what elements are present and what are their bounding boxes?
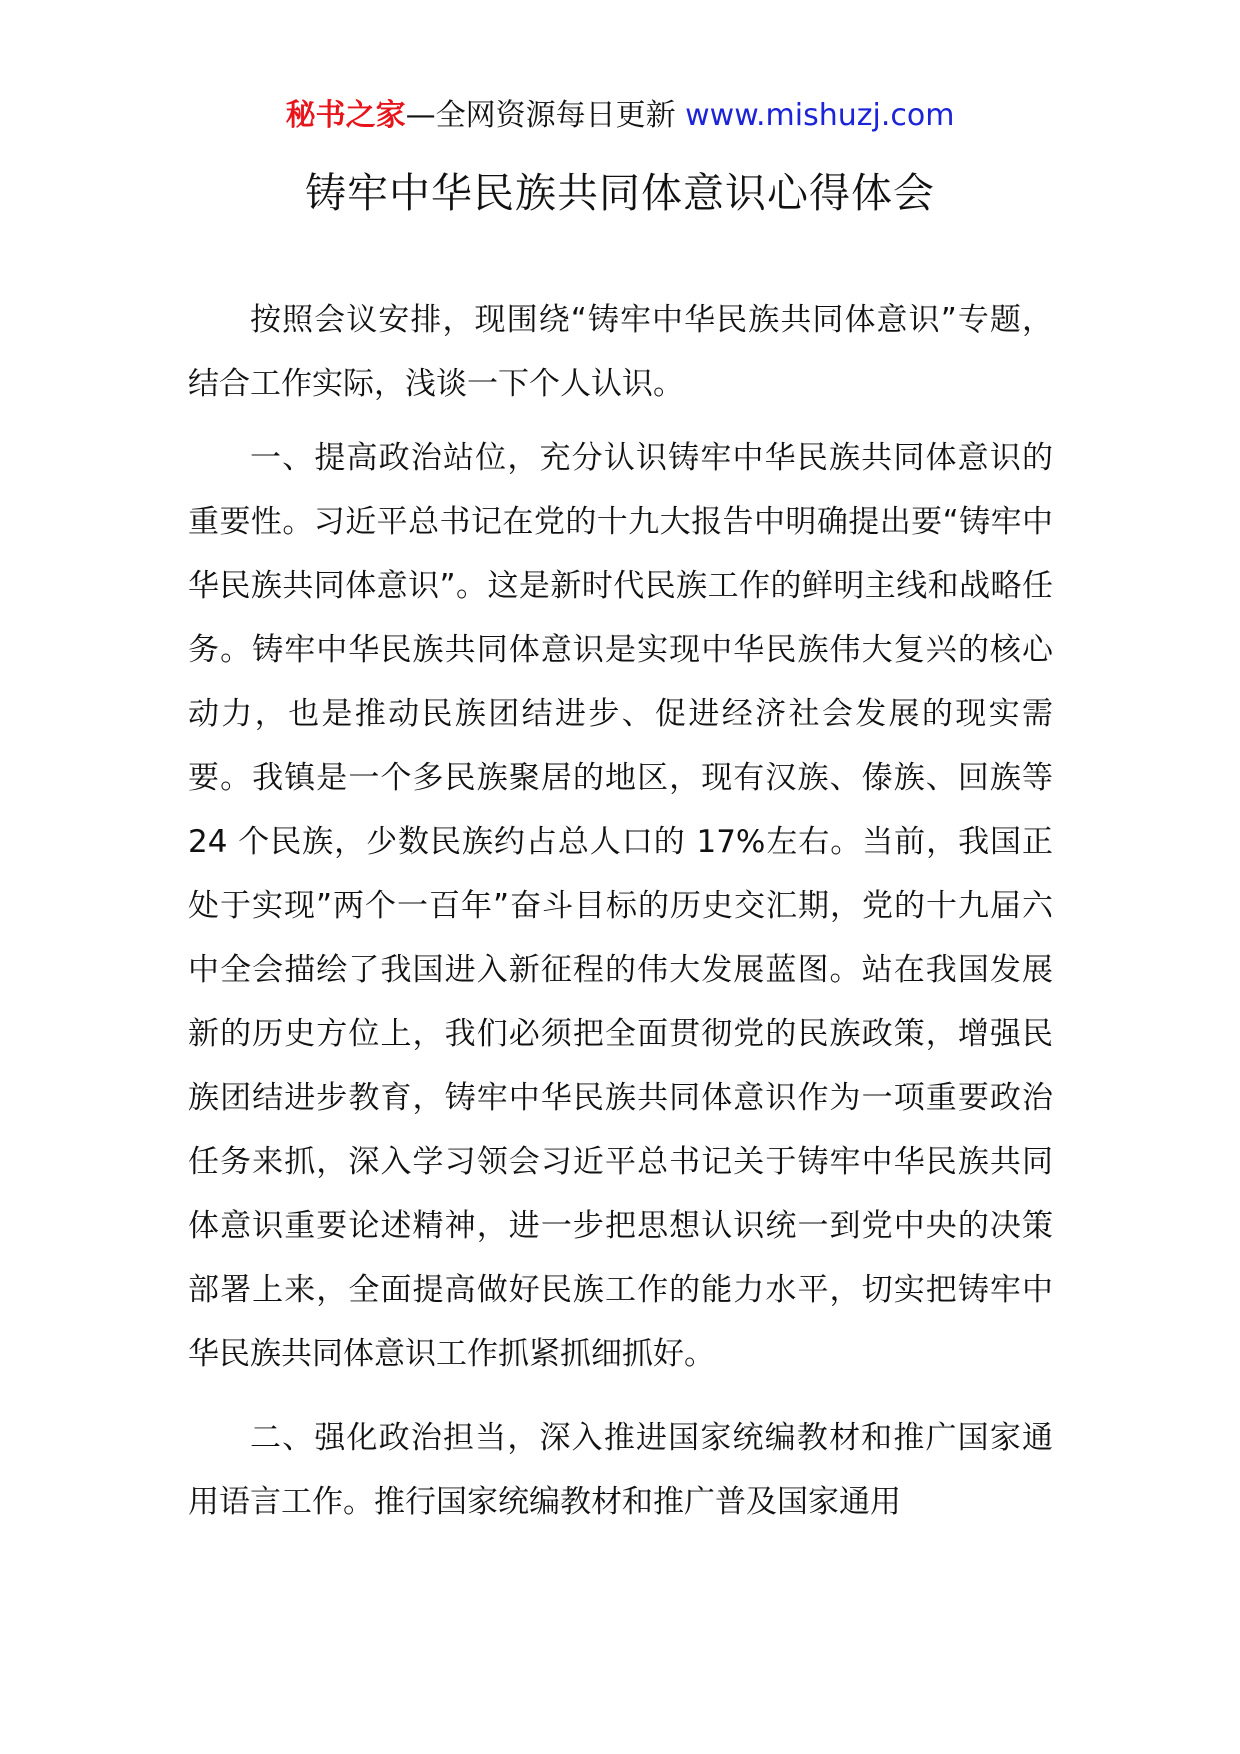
brand-name: 秘书之家	[285, 98, 406, 133]
section-two-text: 推行国家统编教材和推广普及国家通用	[374, 1484, 901, 1520]
header-tagline: —全网资源每日更新	[405, 98, 686, 133]
document-body	[188, 288, 1053, 1544]
intro-paragraph	[188, 288, 1053, 416]
section-one-paragraph	[188, 426, 1053, 1386]
section-two-heading: 二、强化政治担当，深入推进国家统编教材和推广国家通用语言工作。	[188, 1420, 1053, 1520]
paragraph-text: 按照会议安排，现围绕“铸牢中华民族共同体意识”专题，结合工作实际，浅谈一下个人认识。	[188, 302, 1053, 402]
site-header	[0, 96, 1240, 136]
site-url-link[interactable]: www.mishuzj.com	[685, 98, 955, 133]
section-one-text: 习近平总书记在党的十九大报告中明确提出要“铸牢中华民族共同体意识”。这是新时代民族工作的鲜明主线和战略任务。铸牢中华民族共同体意识是实现中华民族伟大复兴的核心动力，也是推动民族团结进步、促进经济社会发展的现实需要。我镇是一个多民族聚居的地区，现有汉族、傣族、回族等 24 个民族，少数民族约占总人口的 17%左右。当前，我国正处于实现”两个一百年”奋斗目标的历史交汇期，党的十九届六中全会描绘了我国进入新征程的伟大发展蓝图。站在我国发展新的历史方位上，我们必须把全面贯彻党的民族政策，增强民族团结进步教育，铸牢中华民族共同体意识作为一项重要政治任务来抓，深入学习领会习近平总书记关于铸牢中华民族共同体意识重要论述精神，进一步把思想认识统一到党中央的决策部署上来，全面提高做好民族工作的能力水平，切实把铸牢中华民族共同体意识工作抓紧抓细抓好。	[188, 504, 1054, 1372]
document-title: 铸牢中华民族共同体意识心得体会	[305, 169, 935, 217]
section-one-heading: 一、提高政治站位，充分认识铸牢中华民族共同体意识的重要性。	[188, 440, 1053, 540]
section-two-paragraph	[188, 1406, 1053, 1534]
